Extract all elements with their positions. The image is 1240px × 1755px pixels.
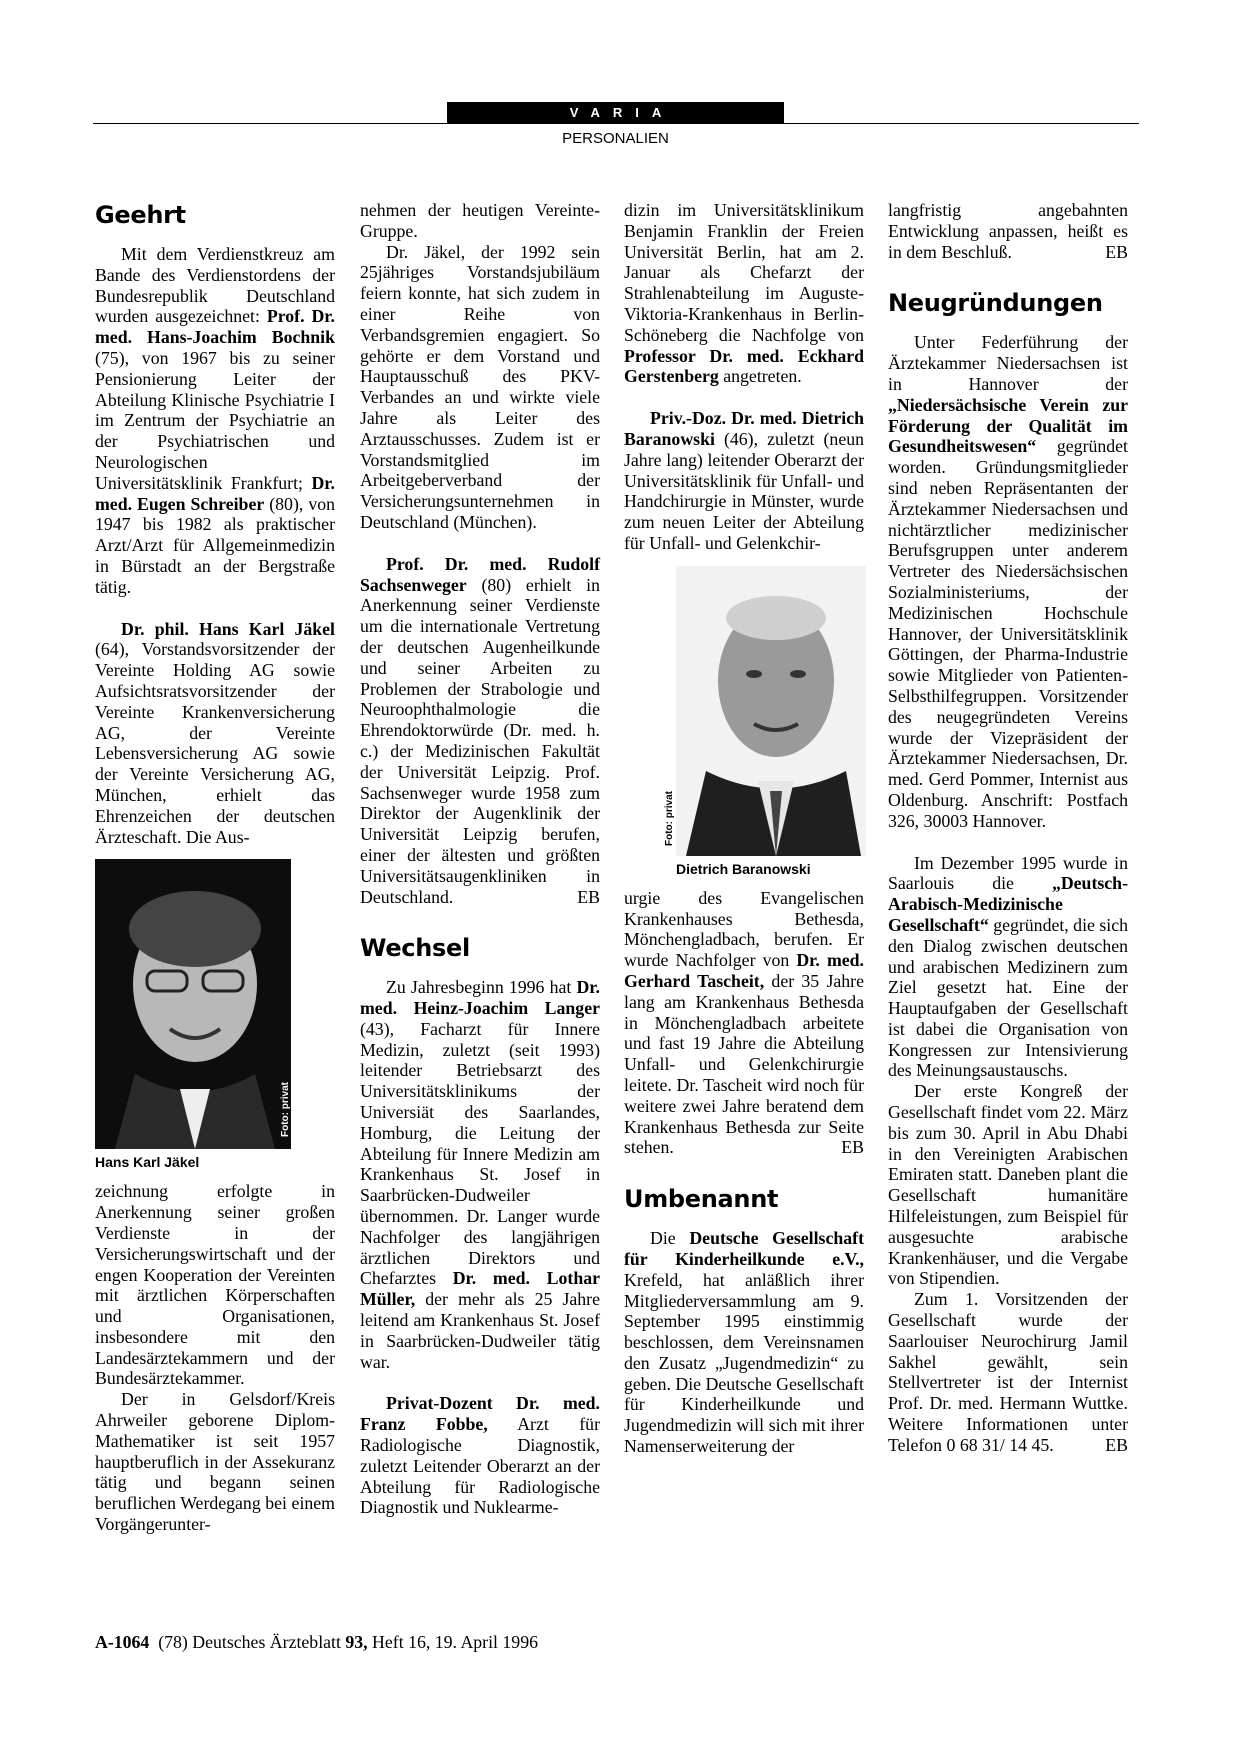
person-name: Privat-Dozent Dr. med. Franz Fobbe, <box>360 1393 600 1435</box>
text: Mit dem Verdienstkreuz am Bande des Verdienstordens der Bundesrepublik Deutschland wurden ausgezeichnet: <box>95 244 335 327</box>
section-title: VARIA <box>569 105 675 120</box>
portrait-photo-baranowski <box>664 566 866 856</box>
text: (64), Vorstandsvorsitzender der Vereinte Holding AG sowie Aufsichtsratsvorsitzender der Vereinte Krankenversicherung AG, der Vereinte Lebensversicherung AG sowie der Vereinte Versicherung AG, München, erhielt das Ehrenzeichen der deutschen Ärzteschaft. Die Aus- <box>95 639 335 847</box>
organization-name: Deutsche Gesellschaft für Kinderheilkunde e.V., <box>624 1228 864 1269</box>
paragraph <box>360 554 600 908</box>
paragraph <box>360 1393 600 1518</box>
heading-geehrt: Geehrt <box>95 201 186 229</box>
text: (46), zuletzt (neun Jahre lang) leitender Oberarzt der Universitätsklinik für Unfall- und Handchirurgie in Münster, wurde zum neuen Leiter der Abteilung für Unfall- und Gelenkchir- <box>624 428 864 553</box>
portrait-image <box>95 859 291 1149</box>
person-name: Dr. phil. Hans Karl Jäkel <box>121 618 335 639</box>
paragraph: Dr. Jäkel, der 1992 sein 25jähriges Vorstandsjubiläum feiern konnte, hat sich zudem in einer Reihe von Verbandsgremien engagiert. So gehörte er dem Vorstand und Hauptausschuß des PKV-Verbandes an und wirkte viele Jahre als Leiter des Arztausschusses. Zudem ist er Vorstandsmitglied im Arbeitgeberverband der Versicherungsunternehmen in Deutschland (München). <box>360 241 600 532</box>
text: der 35 Jahre lang am Krankenhaus Bethesda in Mönchengladbach arbeitete und fast 19 Jahre die Abteilung Unfall- und Gelenkchirurgie leitete. Dr. Tascheit wird noch für weitere zwei Jahre beratend dem Krankenhaus Bethesda zur Seite stehen. <box>624 970 864 1158</box>
text: Arzt für Radiologische Diagnostik, zuletzt Leitender Oberarzt an der Abteilung für Radiologische Diagnostik und Nuklearme- <box>360 1414 600 1518</box>
column-2 <box>360 200 600 1518</box>
paragraph <box>888 332 1128 831</box>
author-initials: EB <box>1105 1434 1128 1455</box>
paragraph <box>624 1228 864 1457</box>
section-banner <box>447 102 784 123</box>
paragraph <box>95 244 335 598</box>
heading-wechsel: Wechsel <box>360 934 470 963</box>
paragraph <box>888 853 1128 1082</box>
text: urgie des Evangelischen Krankenhauses Bethesda, Mönchengladbach, berufen. Er wurde Nachfolger von <box>624 887 864 971</box>
photo-figure-jaekel <box>95 859 335 1171</box>
person-name: Professor Dr. med. Eckhard Gerstenberg <box>624 345 864 387</box>
text: Im Dezember 1995 wurde in Saarlouis die <box>888 852 1128 894</box>
issue-text: (78) Deutsches Ärzteblatt <box>149 1632 346 1652</box>
text: (80) erhielt in Anerkennung seiner Verdienste um die internationale Vertretung der deutschen Augenheilkunde und seiner Arbeiten zu Problemen der Strabologie und Neuroophthalmologie die Ehrendoktorwürde (Dr. med. h. c.) der Medizinischen Fakultät der Universität Leipzig. Prof. Sachsenweger wurde 1958 zum Direktor der Augenklinik der Universität Leipzig berufen, einer der ältesten und größten Universitätsaugenkliniken in Deutschland. <box>360 574 600 907</box>
photo-caption: Dietrich Baranowski <box>676 860 811 877</box>
text: gegründet worden. Gründungsmitglieder sind neben Repräsentanten der Ärztekammer Niedersachsen und nichtärztlicher medizinischer Berufsgruppen unter anderem Vertreter des Niedersächsischen Sozialministeriums, der Medizinischen Hochschule Hannover, der Universitätsklinik Göttingen, der Pharma-Industrie sowie Mitglieder von Patienten-Selbsthilfegruppen. Vorsitzender des neugegründeten Vereins wurde der Vizepräsident der Ärztekammer Niedersachsen, Dr. med. Gerd Pommer, Internist aus Oldenburg. Anschrift: Postfach 326, 30003 Hannover. <box>888 436 1128 831</box>
portrait-image <box>676 566 866 856</box>
author-initials: EB <box>577 886 600 907</box>
paragraph <box>888 200 1128 262</box>
page-footer <box>95 1632 538 1653</box>
organization-name: „Niedersächsische Verein zur Förderung der Qualität im Gesundheitswesen“ <box>888 394 1128 457</box>
person-name: Prof. Dr. med. Hans-Joachim Bochnik <box>95 306 336 348</box>
text: Krefeld, hat anläßlich ihrer Mitgliederversammlung am 9. September 1995 einstimmig beschlossen, dem Vereinsnamen den Zusatz „Jugendmedizin“ zu geben. Die Deutsche Gesellschaft für Kinderheilkunde und Jugendmedizin will sich mit ihrer Namenserweiterung der <box>624 1269 864 1457</box>
text: (75), von 1967 bis zu seiner Pensionierung Leiter der Abteilung Klinische Psychiatrie I im Zentrum der Psychiatrie an der Psychiatrischen und Neurologischen Universitätsklinik Frankfurt; <box>95 347 335 493</box>
photo-caption: Hans Karl Jäkel <box>95 1154 200 1171</box>
paragraph <box>95 619 335 848</box>
issue-date: Heft 16, 19. April 1996 <box>367 1632 538 1652</box>
person-name: Dr. med. Eugen Schreiber <box>95 472 335 514</box>
photo-credit: Foto: privat <box>664 790 675 846</box>
text: gegründet, die sich den Dialog zwischen deutschen und arabischen Medizinern zum Ziel gesetzt hat. Eine der Hauptaufgaben der Gesellschaft ist dabei die Organisation von Kongressen zur Intensivierung des Meinungsaustauschs. <box>888 914 1128 1081</box>
text: der mehr als 25 Jahre leitend am Krankenhaus St. Josef in Saarbrücken-Dudweiler tätig war. <box>360 1289 600 1372</box>
person-name: Dr. med. Lothar Müller, <box>360 1268 600 1310</box>
header-rule <box>93 123 1139 124</box>
text: Zu Jahresbeginn 1996 hat <box>386 977 577 998</box>
text: (80), von 1947 bis 1982 als praktischer Arzt/Arzt für Allgemeinmedizin in Bürstadt an der Bergstraße tätig. <box>95 493 335 597</box>
subsection-title: PERSONALIEN <box>562 130 669 147</box>
page-number: A-1064 <box>95 1632 150 1652</box>
portrait-photo-jaekel <box>95 859 291 1149</box>
paragraph: nehmen der heutigen Vereinte-Gruppe. <box>360 200 600 241</box>
person-name: Dr. med. Heinz-Joachim Langer <box>360 977 600 1019</box>
paragraph <box>360 977 600 1372</box>
volume-number: 93, <box>345 1632 368 1652</box>
text: Die <box>650 1228 690 1249</box>
text: Unter Federführung der Ärztekammer Niedersachsen ist in Hannover der <box>888 332 1128 394</box>
text: dizin im Universitätsklinikum Benjamin Franklin der Freien Universität Berlin, hat am 2. Januar als Chefarzt der Strahlenabteilung im Auguste-Viktoria-Krankenhaus in Berlin-Schöneberg die Nachfolge von <box>624 200 864 345</box>
column-3 <box>624 200 864 1457</box>
text: Zum 1. Vorsitzenden der Gesellschaft wurde der Saarlouiser Neurochirurg Jamil Sakhel gewählt, sein Stellvertreter ist der Internist Prof. Dr. med. Hermann Wuttke. Weitere Informationen unter Telefon 0 68 31/ 14 45. <box>888 1289 1128 1455</box>
author-initials: EB <box>841 1137 864 1158</box>
text: langfristig angebahnten Entwicklung anpassen, heißt es in dem Beschluß. <box>888 200 1128 262</box>
author-initials: EB <box>1105 241 1128 262</box>
person-name: Prof. Dr. med. Rudolf Sachsenweger <box>360 553 600 595</box>
paragraph: zeichnung erfolgte in Anerkennung seiner großen Verdienste in der Versicherungswirtschaft und der engen Kooperation der Vereinten mit ärztlichen Körperschaften und Organisationen, insbesondere mit den Landesärztekammern und der Bundesärztekammer. <box>95 1181 335 1389</box>
text: (43), Facharzt für Innere Medizin, zuletzt (seit 1993) leitender Betriebsarzt des Universitätsklinikums der Universiät des Saarlandes, Homburg, die Leitung der Abteilung für Innere Medizin am Krankenhaus St. Josef in Saarbrücken-Dudweiler übernommen. Dr. Langer wurde Nachfolger des langjährigen ärztlichen Direktors und Chefarztes <box>360 1018 600 1289</box>
paragraph <box>624 408 864 554</box>
paragraph <box>888 1289 1128 1455</box>
heading-umbenannt: Umbenannt <box>624 1185 779 1214</box>
organization-name: „Deutsch-Arabisch-Medizinische Gesellschaft“ <box>888 873 1128 935</box>
heading-neugruendungen: Neugründungen <box>888 289 1103 318</box>
text: angetreten. <box>718 366 802 387</box>
person-name: Priv.-Doz. Dr. med. Dietrich Baranowski <box>624 408 864 449</box>
photo-figure-baranowski <box>664 566 864 878</box>
column-1 <box>95 200 335 1535</box>
paragraph: Der erste Kongreß der Gesellschaft findet vom 22. März bis zum 30. April in Abu Dhabi in den Vereinigten Arabischen Emiraten statt. Daneben plant die Gesellschaft humanitäre Hilfeleistungen, zum Beispiel für ausgesuchte arabische Krankenhäuser, und die Vergabe von Stipendien. <box>888 1081 1128 1289</box>
paragraph <box>624 888 864 1158</box>
photo-credit: Foto: privat <box>280 1082 291 1138</box>
paragraph: Der in Gelsdorf/Kreis Ahrweiler geborene Diplom-Mathematiker ist seit 1957 hauptberuflich in der Assekuranz tätig und begann seinen beruflichen Werdegang bei einem Vorgängerunter- <box>95 1389 335 1535</box>
column-4 <box>888 200 1128 1456</box>
paragraph <box>624 200 864 387</box>
person-name: Dr. med. Gerhard Tascheit, <box>624 950 864 991</box>
